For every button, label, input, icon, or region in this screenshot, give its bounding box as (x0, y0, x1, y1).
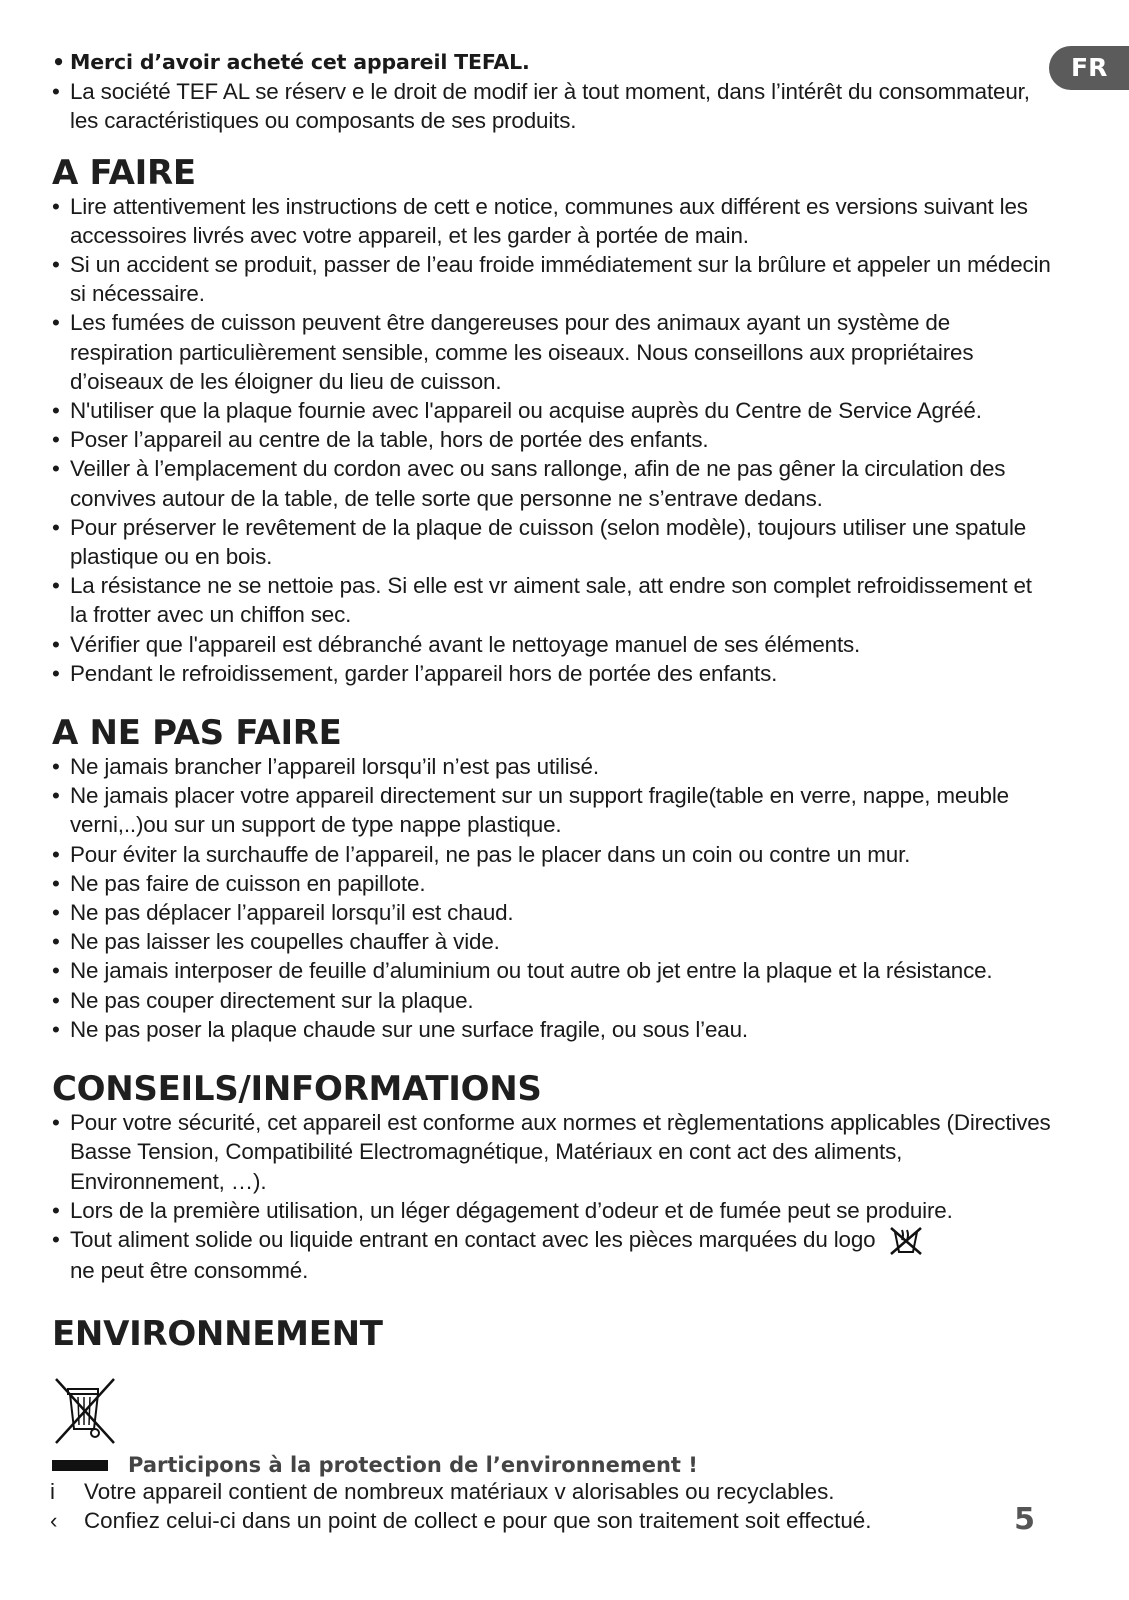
intro-thanks: • Merci d’avoir acheté cet appareil TEFAL. (52, 48, 1052, 77)
section-a-ne-pas-faire (52, 714, 1052, 1044)
document-page (52, 48, 1052, 1535)
list-item: • Ne pas faire de cuisson en papillote. (52, 869, 1052, 898)
logo-item-text-end: ne peut être consommé. (70, 1257, 309, 1283)
section-conseils (52, 1070, 1052, 1285)
list-item: • Ne pas déplacer l’appareil lorsqu’il est chaud. (52, 898, 1052, 927)
list-item: • Ne pas poser la plaque chaude sur une surface fragile, ou sous l’eau. (52, 1015, 1052, 1044)
section-a-faire (52, 154, 1052, 688)
list-item: • Pendant le refroidissement, garder l’appareil hors de portée des enfants. (52, 659, 1052, 688)
list-item: • N'utiliser que la plaque fournie avec l'appareil ou acquise auprès du Centre de Service Agréé. (52, 396, 1052, 425)
section-title-environnement: ENVIRONNEMENT (52, 1314, 383, 1355)
environment-line (50, 1477, 1052, 1506)
environment-callout-text: Participons à la protection de l’environnement ! (128, 1453, 698, 1478)
list-item: • Pour votre sécurité, cet appareil est conforme aux normes et règlementations applicables (Directives Basse Tension, Compatibilité Electromagnétique, Matériaux en cont act des aliments, Environnement, …). (52, 1108, 1052, 1196)
line-marker: i (50, 1479, 55, 1505)
list-item: • Poser l’appareil au centre de la table, hors de portée des enfants. (52, 425, 1052, 454)
list-conseils (52, 1108, 1052, 1285)
list-item: • Lire attentivement les instructions de cett e notice, communes aux différent es versions suivant les accessoires livrés avec votre appareil, et les garder à portée de main. (52, 192, 1052, 250)
language-tab: FR (1049, 46, 1129, 90)
section-title-a-faire: A FAIRE (52, 152, 196, 193)
list-item: • La résistance ne se nettoie pas. Si elle est vr aiment sale, att endre son complet refroidissement et la frotter avec un chiffon sec. (52, 571, 1052, 629)
list-item: • Vérifier que l'appareil est débranché avant le nettoyage manuel de ses éléments. (52, 630, 1052, 659)
section-environnement (52, 1315, 1052, 1535)
section-title-a-ne-pas-faire: A NE PAS FAIRE (52, 713, 342, 754)
list-item: • Pour préserver le revêtement de la plaque de cuisson (selon modèle), toujours utiliser une spatule plastique ou en bois. (52, 513, 1052, 571)
logo-item-text: Tout aliment solide ou liquide entrant en contact avec les pièces marquées du logo (70, 1226, 876, 1252)
list-item: • Ne jamais placer votre appareil directement sur un support fragile(table en verre, nappe, meuble verni,..)ou sur un support de type nappe plastique. (52, 781, 1052, 839)
line-text: Confiez celui-ci dans un point de collect e pour que son traitement soit effectué. (84, 1508, 872, 1534)
list-a-ne-pas-faire (52, 752, 1052, 1044)
list-item: • Ne pas laisser les coupelles chauffer à vide. (52, 927, 1052, 956)
list-item: • Lors de la première utilisation, un léger dégagement d’odeur et de fumée peut se produire. (52, 1196, 1052, 1225)
list-item: • Pour éviter la surchauffe de l’appareil, ne pas le placer dans un coin ou contre un mur. (52, 840, 1052, 869)
intro-list (52, 48, 1052, 136)
section-title-conseils: CONSEILS/INFORMATIONS (52, 1069, 542, 1110)
intro-disclaimer: • La société TEF AL se réserv e le droit de modif ier à tout moment, dans l’intérêt du consommateur, les caractéristiques ou composants de ses produits. (52, 77, 1052, 135)
environment-callout (52, 1453, 1052, 1477)
list-item: • Veiller à l’emplacement du cordon avec ou sans rallonge, afin de ne pas gêner la circulation des convives autour de la table, de telle sorte que personne ne s’entrave dedans. (52, 454, 1052, 512)
list-item-logo (52, 1225, 1052, 1285)
page-number: 5 (1014, 1502, 1035, 1537)
list-item: • Ne jamais interposer de feuille d’aluminium ou tout autre ob jet entre la plaque et la résistance. (52, 956, 1052, 985)
list-item: • Ne pas couper directement sur la plaque. (52, 986, 1052, 1015)
line-text: Votre appareil contient de nombreux matériaux v alorisables ou recyclables. (84, 1479, 835, 1505)
list-item: • Ne jamais brancher l’appareil lorsqu’il n’est pas utilisé. (52, 752, 1052, 781)
list-item: • Les fumées de cuisson peuvent être dangereuses pour des animaux ayant un système de respiration particulièrement sensible, comme les oiseaux. Nous conseillons aux propriétaires d’oiseaux de les éloigner du lieu de cuisson. (52, 308, 1052, 396)
black-bar-divider (52, 1460, 108, 1471)
line-marker: ‹ (50, 1508, 58, 1534)
list-item: • Si un accident se produit, passer de l’eau froide immédiatement sur la brûlure et appeler un médecin si nécessaire. (52, 250, 1052, 308)
no-food-contact-icon (889, 1226, 923, 1256)
crossed-out-wheelie-bin-icon (52, 1375, 118, 1447)
environment-line (50, 1506, 1052, 1535)
list-a-faire (52, 192, 1052, 688)
